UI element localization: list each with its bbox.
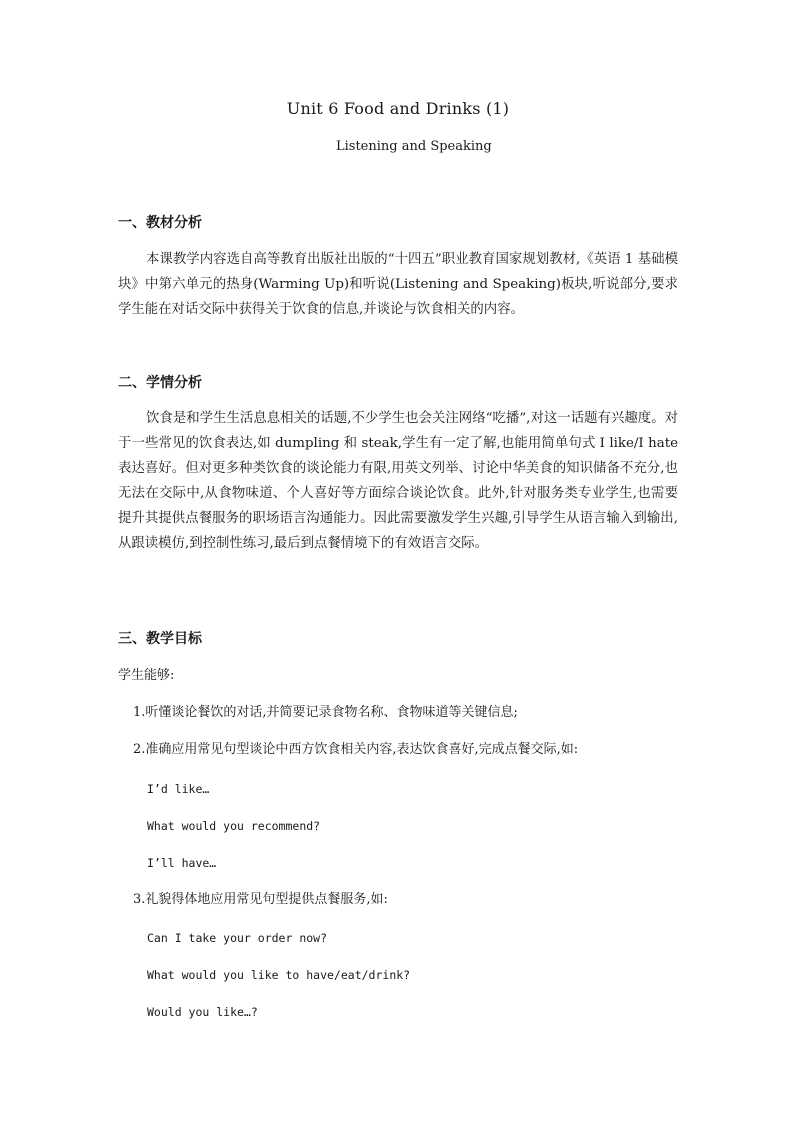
document-title: Unit 6 Food and Drinks (1) bbox=[286, 99, 510, 118]
goals-intro: 学生能够: bbox=[118, 668, 175, 683]
goal-2-example-3: I’ll have… bbox=[147, 856, 217, 870]
section-heading-textbook-analysis: 一、教材分析 bbox=[118, 215, 202, 231]
goal-item-1: 1.听懂谈论餐饮的对话,并简要记录食物名称、食物味道等关键信息; bbox=[133, 705, 518, 720]
section-heading-learner-analysis: 二、学情分析 bbox=[118, 375, 202, 391]
goal-2-example-1: I’d like… bbox=[147, 782, 210, 796]
document-subtitle: Listening and Speaking bbox=[336, 139, 492, 154]
section-heading-teaching-goals: 三、教学目标 bbox=[118, 631, 202, 647]
goal-3-example-2: What would you like to have/eat/drink? bbox=[147, 968, 411, 982]
section-paragraph-learner-analysis: 饮食是和学生生活息息相关的话题,不少学生也会关注网络“吃播”,对这一话题有兴趣度。对于一些常见的饮食表达,如 dumpling 和 steak,学生有一定了解,也能用简单句式 I like/I hate 表达喜好。但对更多种类饮食的谈论能力有限,用英文列举、讨论中华美食的知识储备不充分,也无法在交际中,从食物味道、个人喜好等方面综合谈论饮食。此外,针对服务类专业学生,也需要提升其提供点餐服务的职场语言沟通能力。因此需要激发学生兴趣,引导学生从语言输入到输出,从跟读模仿,到控制性练习,最后到点餐情境下的有效语言交际。 bbox=[118, 411, 678, 551]
goal-item-3: 3.礼貌得体地应用常见句型提供点餐服务,如: bbox=[133, 892, 388, 907]
goal-3-example-3: Would you like…? bbox=[147, 1005, 258, 1019]
section-paragraph-textbook-analysis: 本课教学内容选自高等教育出版社出版的“十四五”职业教育国家规划教材,《英语 1 基础模块》中第六单元的热身(Warming Up)和听说(Listening and Speaking)板块,听说部分,要求学生能在对话交际中获得关于饮食的信息,并谈论与饮食相关的内容。 bbox=[118, 252, 678, 317]
goal-3-example-1: Can I take your order now? bbox=[147, 931, 328, 945]
goal-item-2: 2.准确应用常见句型谈论中西方饮食相关内容,表达饮食喜好,完成点餐交际,如: bbox=[133, 742, 579, 757]
goal-2-example-2: What would you recommend? bbox=[147, 819, 321, 833]
